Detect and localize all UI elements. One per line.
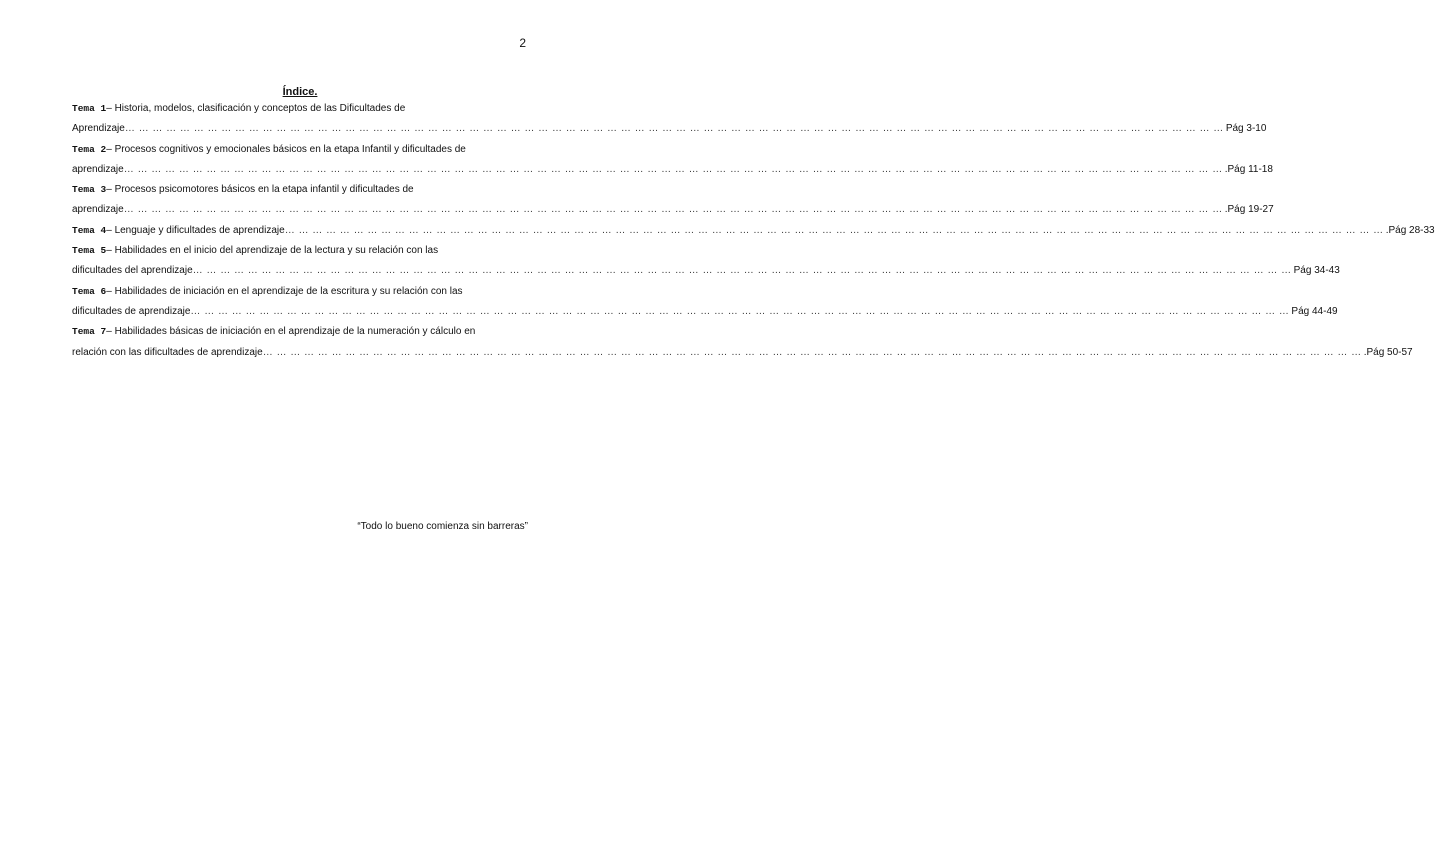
toc-entry-7-line-2: relación con las dificultades de aprendizaje … … … … … … … … … … … … … … … … … … … … … … … … … … … … … … … … … … … … … … … … … … … … … … … … … … … … … … … … … … … … … … … … … … … … … … … … … … … … … … … … .Pág 50-57 — [72, 343, 527, 363]
toc-entry-4-line-1: Tema 4– Lenguaje y dificultades de aprendizaje … … … … … … … … … … … … … … … … … … … … … … … … … … … … … … … … … … … … … … … … … … … … … … … … … … … … … … … … … … … … … … … … … … … … … … … … … … … … … … … … .Pág 28-33 — [72, 221, 527, 241]
toc-page-range: Pág 44-49 — [1291, 305, 1338, 317]
toc-entry-title: Habilidades de iniciación en el aprendizaje de la escritura y su relación con las — [114, 285, 463, 297]
toc-entry-title: Procesos cognitivos y emocionales básicos en la etapa Infantil y dificultades de — [114, 143, 466, 155]
toc-page-range: .Pág 28-33 — [1385, 224, 1435, 236]
dot-leader: … … … … … … … … … … … … … … … … … … … … … … … … … … … … … … … … … … … … … … … … … … … … … … … … … … … … … … … … … … … … … … … … … … … … … … … … … … … … … … … … — [124, 123, 1224, 135]
toc-page-range: Pág 3-10 — [1225, 123, 1267, 135]
toc-entry-3-line-1: Tema 3– Procesos psicomotores básicos en la etapa infantil y dificultades de — [72, 184, 414, 196]
toc-entry-title: Procesos psicomotores básicos en la etapa infantil y dificultades de — [114, 184, 414, 196]
toc-entry-label: Tema 7 — [72, 326, 107, 338]
toc-page-range: .Pág 19-27 — [1224, 204, 1274, 216]
toc-entry-1-line-2: Aprendizaje … … … … … … … … … … … … … … … … … … … … … … … … … … … … … … … … … … … … … … … … … … … … … … … … … … … … … … … … … … … … … … … … … … … … … … … … … … … … … … … … Pág 3-10 — [72, 119, 527, 139]
dot-leader: … … … … … … … … … … … … … … … … … … … … … … … … … … … … … … … … … … … … … … … … … … … … … … … … … … … … … … … … … … … … … … … … … … … … … … … … … … … … … … … … — [123, 204, 1223, 216]
toc-entry-title: Habilidades básicas de iniciación en el aprendizaje de la numeración y cálculo en — [114, 326, 476, 338]
toc-entry-label: Tema 3 — [72, 184, 107, 196]
toc-page-range: .Pág 11-18 — [1224, 163, 1273, 175]
toc-entry-label: Tema 2 — [72, 143, 107, 155]
toc-entry-2-line-2: aprendizaje … … … … … … … … … … … … … … … … … … … … … … … … … … … … … … … … … … … … … … … … … … … … … … … … … … … … … … … … … … … … … … … … … … … … … … … … … … … … … … … … .Pág 11-18 — [72, 160, 527, 180]
toc-entry-1-line-1: Tema 1– Historia, modelos, clasificación y conceptos de las Dificultades de — [72, 103, 406, 114]
toc-entry-title: Habilidades en el inicio del aprendizaje de la lectura y su relación con las — [114, 245, 439, 257]
toc-entry-label: Tema 6 — [72, 285, 107, 297]
toc-entry-label: Tema 1 — [72, 103, 107, 114]
dot-leader: … … … … … … … … … … … … … … … … … … … … … … … … … … … … … … … … … … … … … … … … … … … … … … … … … … … … … … … … … … … … … … … … … … … … … … … … … … … … … … … … — [190, 305, 1290, 317]
table-of-contents — [72, 99, 1435, 363]
toc-entry-7-line-1: Tema 7– Habilidades básicas de iniciación en el aprendizaje de la numeración y cálculo en — [72, 326, 476, 338]
page-number: 2 — [519, 36, 526, 50]
dot-leader: … … … … … … … … … … … … … … … … … … … … … … … … … … … … … … … … … … … … … … … … … … … … … … … … … … … … … … … … … … … … … … … … … … … … … … … … … … … … … … … … — [262, 346, 1362, 358]
toc-page-range: .Pág 50-57 — [1363, 346, 1413, 358]
toc-entry-title: Historia, modelos, clasificación y conceptos de las Dificultades de — [114, 103, 406, 114]
dot-leader: … … … … … … … … … … … … … … … … … … … … … … … … … … … … … … … … … … … … … … … … … … … … … … … … … … … … … … … … … … … … … … … … … … … … … … … … … … … … … … … … — [284, 224, 1384, 236]
toc-entry-3-line-2: aprendizaje … … … … … … … … … … … … … … … … … … … … … … … … … … … … … … … … … … … … … … … … … … … … … … … … … … … … … … … … … … … … … … … … … … … … … … … … … … … … … … … … .Pág 19-27 — [72, 200, 527, 220]
toc-entry-5-line-1: Tema 5– Habilidades en el inicio del aprendizaje de la lectura y su relación con las — [72, 245, 439, 257]
toc-entry-6-line-1: Tema 6– Habilidades de iniciación en el aprendizaje de la escritura y su relación con las — [72, 285, 463, 297]
dot-leader: … … … … … … … … … … … … … … … … … … … … … … … … … … … … … … … … … … … … … … … … … … … … … … … … … … … … … … … … … … … … … … … … … … … … … … … … … … … … … … … … — [123, 163, 1223, 175]
dot-leader: … … … … … … … … … … … … … … … … … … … … … … … … … … … … … … … … … … … … … … … … … … … … … … … … … … … … … … … … … … … … … … … … … … … … … … … … … … … … … … … … — [192, 265, 1292, 277]
toc-entry-label: Tema 5 — [72, 245, 107, 257]
toc-page-range: Pág 34-43 — [1293, 265, 1340, 277]
toc-entry-5-line-2: dificultades del aprendizaje … … … … … … … … … … … … … … … … … … … … … … … … … … … … … … … … … … … … … … … … … … … … … … … … … … … … … … … … … … … … … … … … … … … … … … … … … … … … … … … … Pág 34-43 — [72, 261, 527, 281]
toc-entry-2-line-1: Tema 2– Procesos cognitivos y emocionales básicos en la etapa Infantil y dificultades de — [72, 143, 466, 155]
index-title: Índice. — [282, 86, 318, 98]
toc-entry-6-line-2: dificultades de aprendizaje … … … … … … … … … … … … … … … … … … … … … … … … … … … … … … … … … … … … … … … … … … … … … … … … … … … … … … … … … … … … … … … … … … … … … … … … … … … … … … … … Pág 44-49 — [72, 302, 527, 322]
toc-entry-title: Lenguaje y dificultades de aprendizaje — [114, 224, 285, 236]
closing-quote: “Todo lo bueno comienza sin barreras” — [357, 521, 528, 532]
toc-entry-label: Tema 4 — [72, 224, 107, 236]
